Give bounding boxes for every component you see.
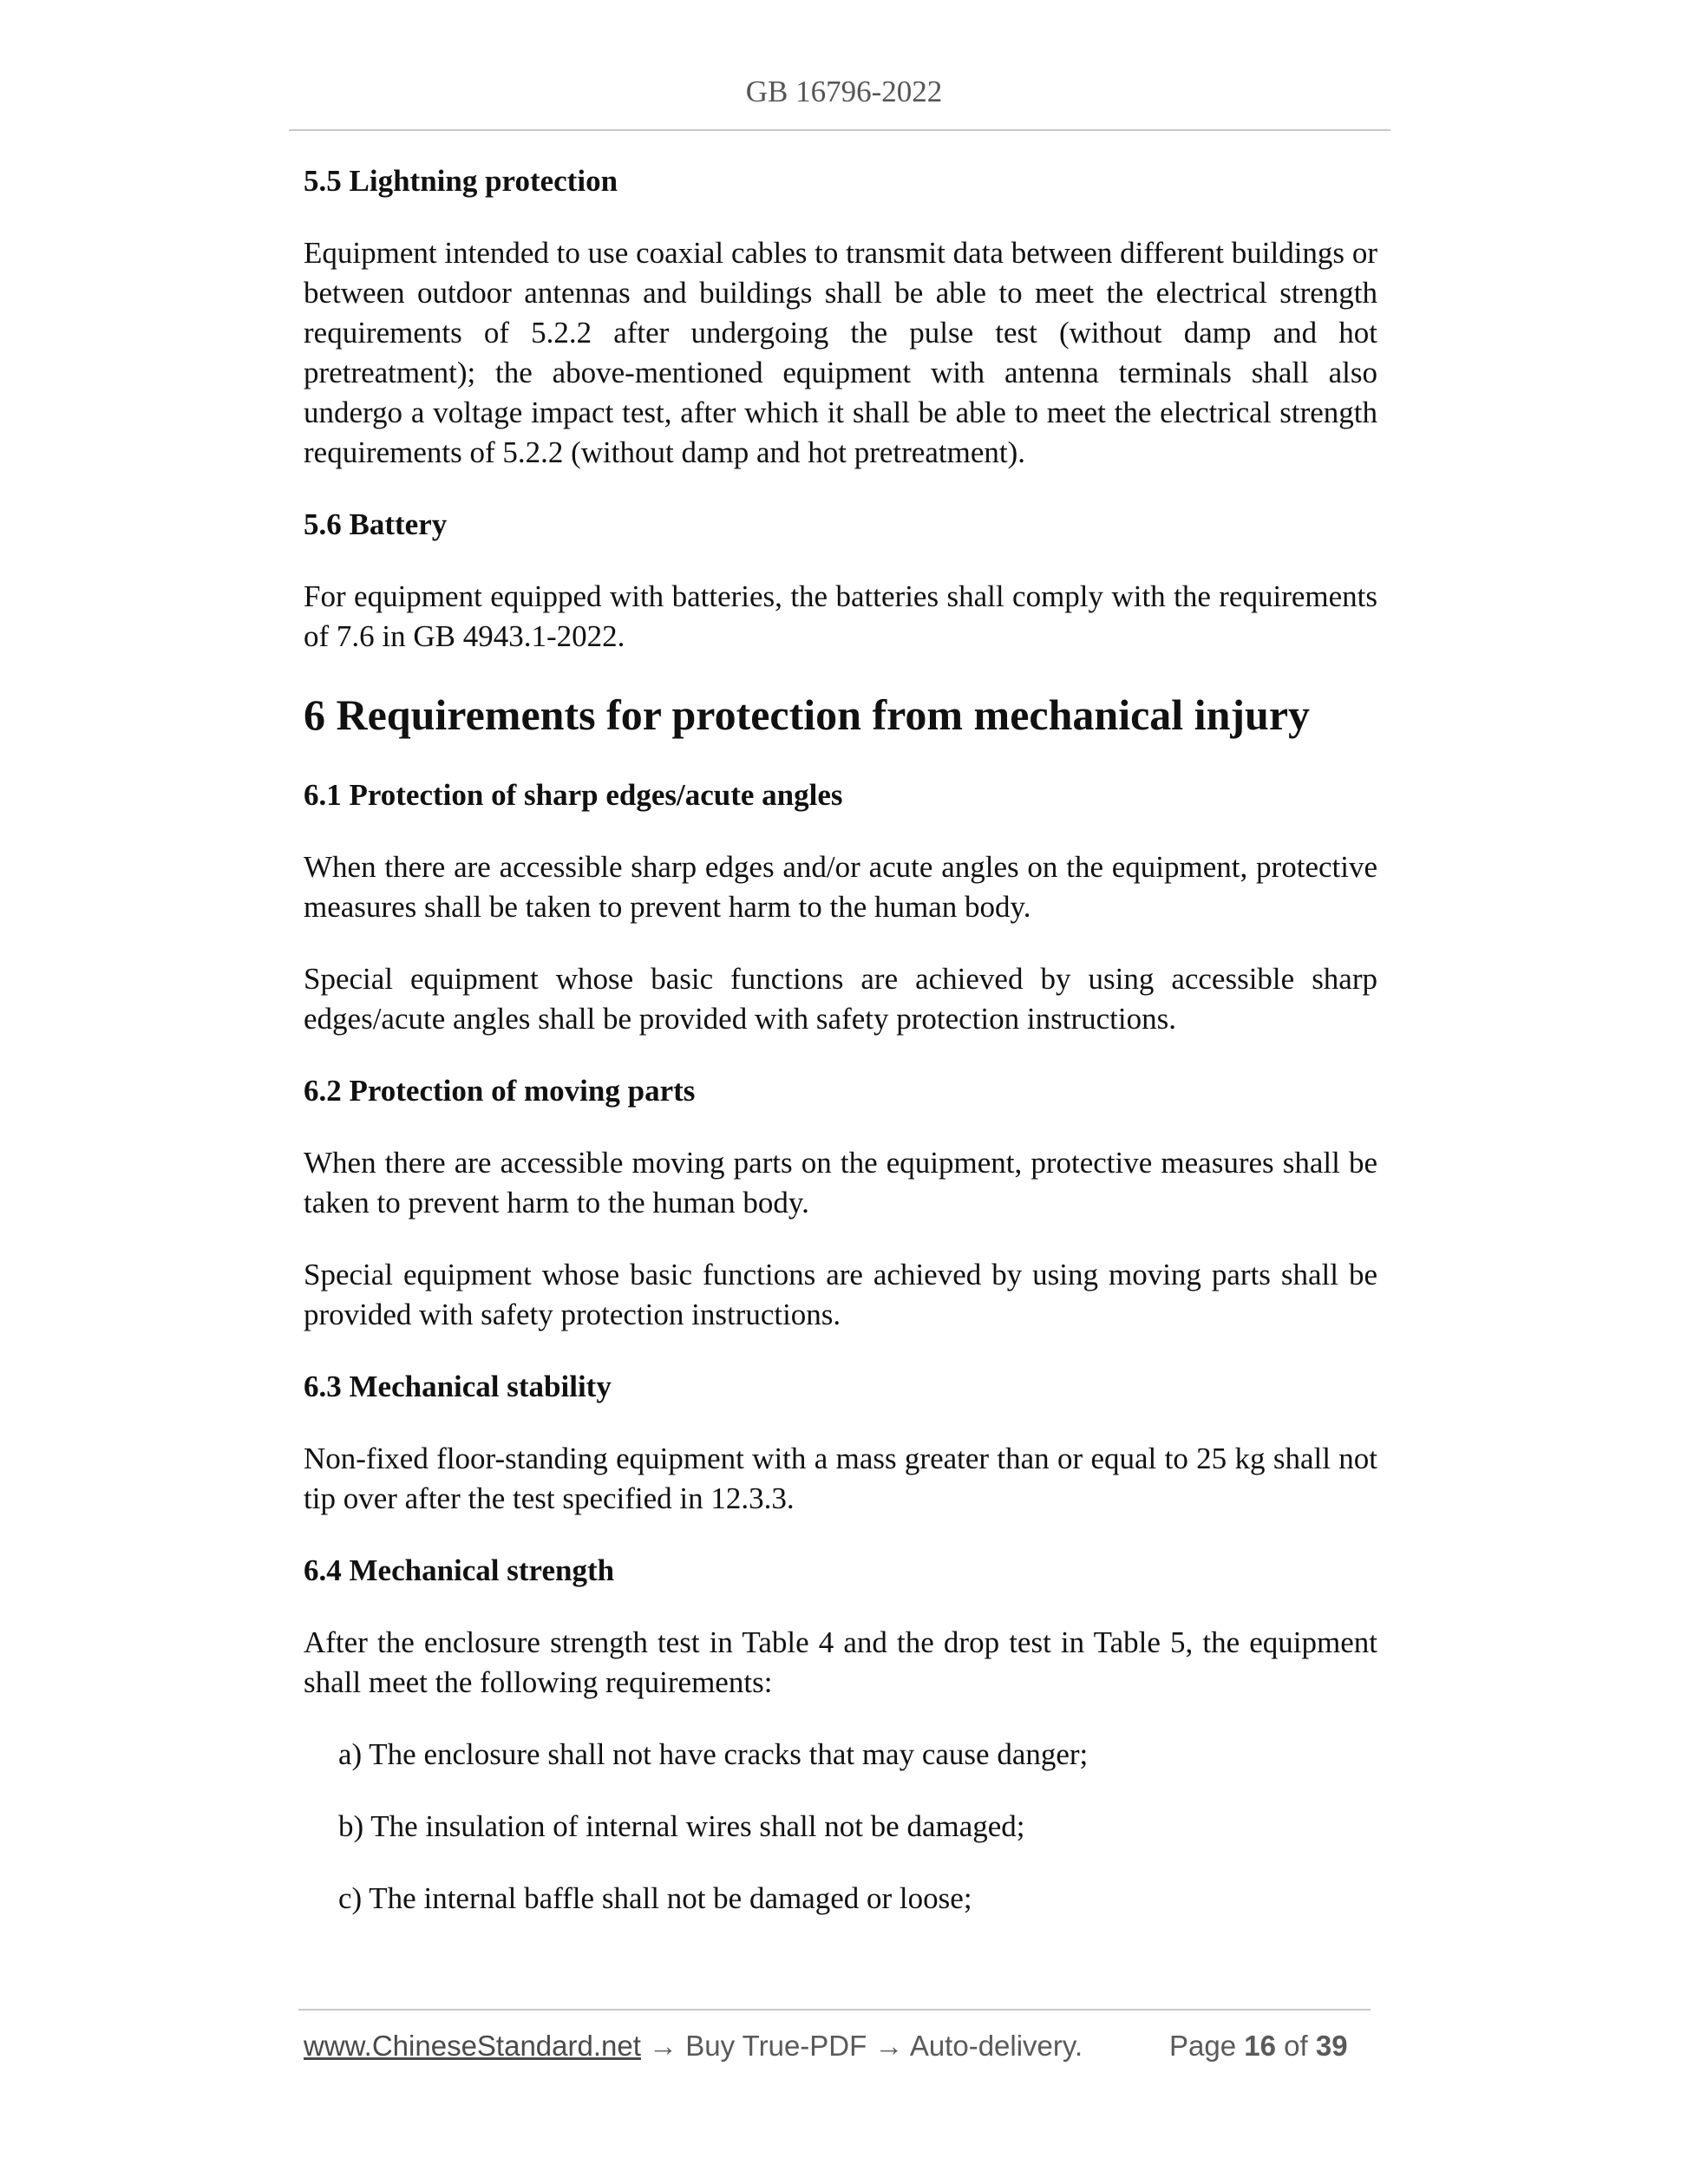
page-label: Page [1169, 2030, 1237, 2062]
list-item: b) The insulation of internal wires shall not be damaged; [338, 1809, 1025, 1843]
header-doc-id: GB 16796-2022 [745, 75, 943, 108]
section-6-1-paragraph-1: When there are accessible sharp edges and/or acute angles on the equipment, protective measures shall be taken to prevent harm to the human body. [304, 850, 1377, 924]
footer [304, 2030, 1371, 2063]
page-content [304, 161, 1377, 1951]
footer-divider [298, 2009, 1371, 2011]
list-item: c) The internal baffle shall not be damaged or loose; [338, 1881, 972, 1915]
footer-tagline: → Buy True-PDF → Auto-delivery. [640, 2030, 1083, 2062]
section-6-4-paragraph: After the enclosure strength test in Table 4 and the drop test in Table 5, the equipment shall meet the following requirements: [304, 1625, 1377, 1699]
section-5-5-title: 5.5 Lightning protection [304, 164, 618, 198]
page-total: 39 [1315, 2030, 1348, 2062]
section-6-2-paragraph-2: Special equipment whose basic functions are achieved by using moving parts shall be provided with safety protection instructions. [304, 1258, 1377, 1331]
section-6-2-title: 6.2 Protection of moving parts [304, 1074, 696, 1108]
section-6-4-title: 6.4 Mechanical strength [304, 1553, 615, 1587]
section-6-1-title: 6.1 Protection of sharp edges/acute angles [304, 778, 843, 812]
header-divider [289, 129, 1390, 131]
section-5-5-paragraph: Equipment intended to use coaxial cables to transmit data between different buildings or between outdoor antennas and buildings shall be able to meet the electrical strength requirements of 5.2.2 after undergoing the pulse test (without damp and hot pretreatment); the above-mentioned equipment with antenna terminals shall also undergo a voltage impact test, after which it shall be able to meet the electrical strength requirements of 5.2.2 (without damp and hot pretreatment). [304, 236, 1377, 469]
section-6-2-paragraph-1: When there are accessible moving parts on the equipment, protective measures shall be taken to prevent harm to the human body. [304, 1146, 1377, 1220]
section-6-3-paragraph: Non-fixed floor-standing equipment with a mass greater than or equal to 25 kg shall not tip over after the test specified in 12.3.3. [304, 1442, 1377, 1515]
section-6-1-paragraph-2: Special equipment whose basic functions are achieved by using accessible sharp edges/acute angles shall be provided with safety protection instructions. [304, 962, 1377, 1036]
section-6-3-title: 6.3 Mechanical stability [304, 1370, 612, 1403]
list-item: a) The enclosure shall not have cracks that may cause danger; [338, 1737, 1089, 1771]
section-5-6-paragraph: For equipment equipped with batteries, the batteries shall comply with the requirements of 7.6 in GB 4943.1-2022. [304, 579, 1377, 653]
section-5-6-title: 5.6 Battery [304, 507, 448, 541]
website-link[interactable]: www.ChineseStandard.net [304, 2030, 641, 2062]
page-of-label: of [1284, 2030, 1308, 2062]
page-indicator [1169, 2030, 1348, 2063]
chapter-6-title: 6 Requirements for protection from mechanical injury [304, 690, 1311, 739]
page-current: 16 [1244, 2030, 1276, 2062]
